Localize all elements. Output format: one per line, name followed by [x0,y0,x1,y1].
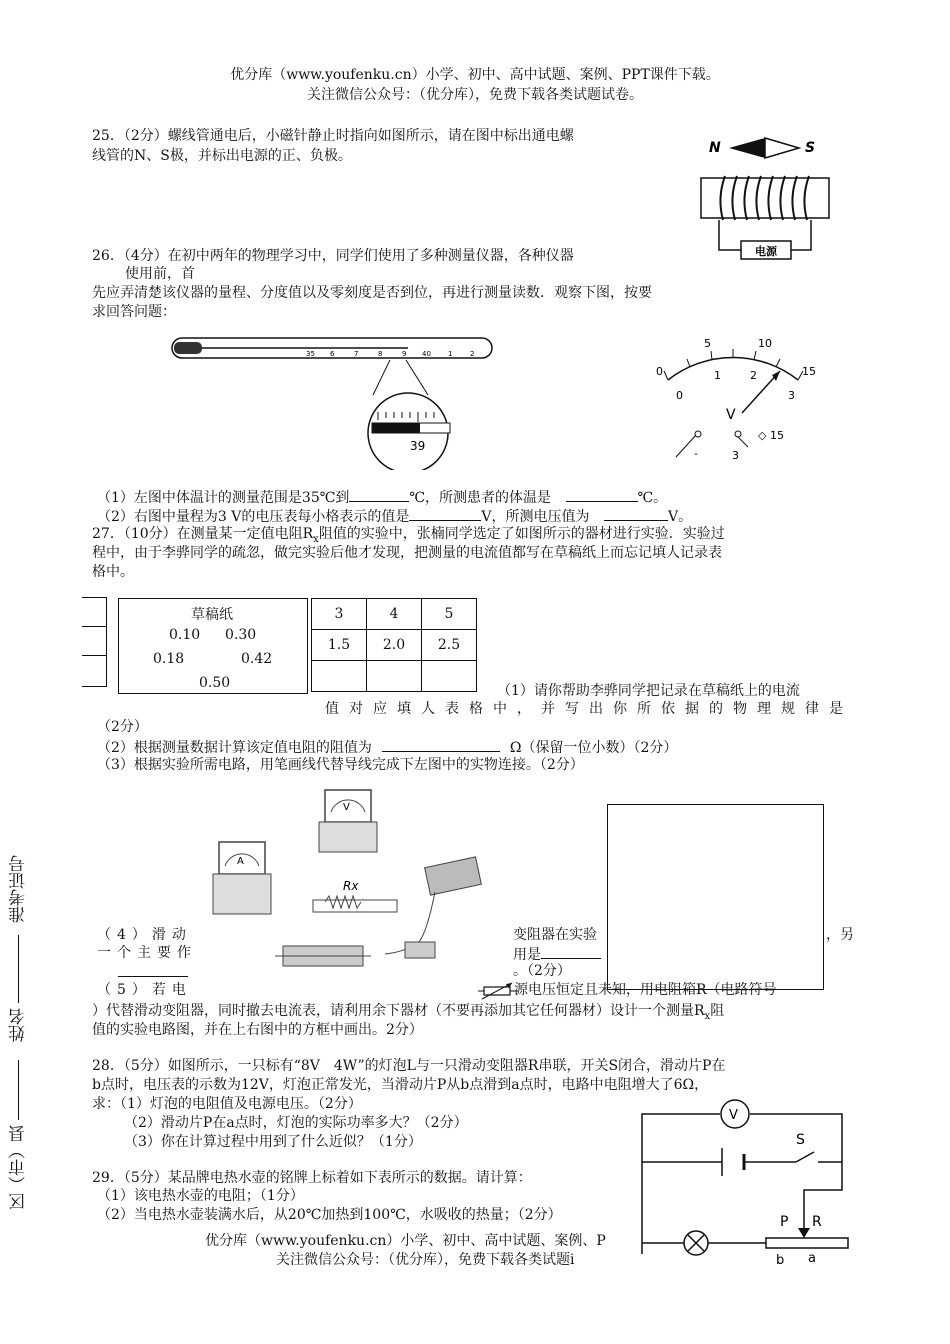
needle-light-half [765,138,799,158]
voltmeter-base [319,822,377,852]
rheostat-symbol [766,1238,848,1248]
partial-table-left [82,597,107,687]
svg-text:5: 5 [704,337,711,350]
answer-blank-temperature[interactable] [566,487,638,502]
q28-line-3: 求：（1）灯泡的电阻值及电源电压。（2分） [92,1096,362,1112]
table-cell: 4 [367,599,422,630]
q27-sub-1b: 值对应填人表格中，并写出你所依据的物理规律是 [325,701,853,717]
q27-sub-1c: （2分） [97,719,148,735]
zoom-line-right [406,360,428,395]
q27-sub-1a: （1）请你帮助李骅同学把记录在草稿纸上的电流 [497,683,800,699]
q27-sub-5c: ）代替滑动变阻器，同时撤去电流表，请利用余下器材（不要再添加其它任何器材）设计一个测量$R_x$阻 [92,1003,725,1022]
footer-line-1: 优分库（www.youfenku.cn）小学、初中、高中试题、案例、P [205,1233,606,1249]
svg-text:15: 15 [802,365,816,378]
switch-device [425,857,482,895]
ammeter-base [213,874,271,914]
solenoid-figure [695,128,845,268]
q29-line-1: 29．（5分）某品牌电热水壶的铭牌上标着如下表所示的数据。请计算： [92,1170,532,1186]
rheostat-r-label: R [812,1214,822,1230]
q27-sub-4a: （4）滑动 [97,927,192,943]
q27-sub-4e: 用是 [513,944,601,964]
q28-line-5: （3）你在计算过程中用到了什么近似？（1分） [124,1134,422,1150]
power-source-label: 电源 [755,245,777,258]
draft-value: 0.18 [153,651,185,667]
table-cell: 3 [312,599,367,630]
draft-value: 0.42 [241,651,273,667]
circuit-drawing-box[interactable] [607,804,824,990]
q29-line-3: （2）当电热水壶装满水后，从20℃加热到100℃，水吸收的热量；（2分） [97,1207,562,1223]
q27-sub-5a: （5）若电 [97,982,192,998]
q27-sub-3: （3）根据实验所需电路，用笔画线代替导线完成下左图中的实物连接。（2分） [97,757,584,773]
answer-blank-division[interactable] [409,506,481,521]
apparatus-figure [205,782,505,982]
zoom-reading: 39 [410,439,426,453]
terminal-wire-1 [676,435,696,457]
slider-p-label: P [780,1214,789,1230]
side-blank-2 [18,1060,19,1120]
terminal-15-label: 15 [770,429,784,442]
answer-blank-role[interactable] [118,976,188,977]
side-blank-1 [18,935,19,1003]
needle-dark-half [729,138,765,158]
table-row [312,630,477,661]
svg-text:0: 0 [676,389,683,402]
q27-sub-4b: 变阻器在实验 [513,927,597,943]
switch-label: S [796,1132,805,1148]
q27-sub-2: （2）根据测量数据计算该定值电阻的阻值为 Ω（保留一位小数）（2分） [97,737,677,757]
zoom-line-left [373,360,390,395]
voltmeter-device-label: V [343,802,350,813]
voltmeter-symbol-label: V [729,1108,738,1123]
q27-line-2: 程中，由于李骅同学的疏忽，做完实验后他才发现，把测量的电流值都写在草稿纸上而忘记填人记录表 [92,545,722,561]
side-exam-number: 准考证号 [9,855,29,923]
table-cell-empty[interactable] [312,661,367,692]
q27-sub-4c: ，另 [826,927,854,943]
q28-line-4: （2）滑动片P在a点时，灯泡的实际功率多大？（2分） [124,1115,468,1131]
needle-s-label: S [805,140,816,156]
svg-text:6: 6 [330,350,335,358]
needle-n-label: N [709,140,721,156]
answer-blank-range[interactable] [349,487,409,502]
partial-table-row-line-2 [82,655,106,656]
svg-text:9: 9 [402,350,407,358]
svg-text:40: 40 [422,350,431,358]
circuit-wire-left [642,1114,720,1254]
svg-text:7: 7 [354,350,359,358]
side-district: 区（市）县 [9,1125,29,1210]
ammeter-device-label: A [237,856,244,867]
wire-left [719,220,741,250]
resistor-label: Rx [343,879,359,893]
resistor-zigzag [325,896,361,908]
svg-text:1: 1 [714,369,721,382]
footer-line-2: 关注微信公众号：（优分库），免费下载各类试题i [276,1252,575,1268]
svg-text:1: 1 [448,350,453,358]
q26-line-3: 先应弄清楚该仪器的量程、分度值以及零刻度是否到位，再进行测量读数．观察下图，按要 [92,285,652,301]
voltmeter-label: V [726,407,736,423]
table-cell-empty[interactable] [367,661,422,692]
point-a-label: a [808,1251,816,1266]
zoom-mercury [372,423,420,433]
svg-text:35: 35 [306,350,315,358]
svg-text:3: 3 [788,389,795,402]
record-table [311,598,477,692]
draft-value: 0.50 [199,675,231,691]
wire-right [791,220,811,250]
dial-ticks [664,349,803,380]
voltmeter-figure [650,335,830,465]
q27-line-1: 27．（10分）在测量某一定值电阻$R_x$阻值的实验中，张楠同学选定了如图所示的器材进行实验．实验过 [92,526,725,545]
q29-line-2: （1）该电热水壶的电阻；（1分） [97,1188,304,1204]
switch-lever [796,1152,814,1162]
answer-blank-resistance[interactable] [382,737,500,752]
partial-table-row-line-1 [82,626,106,627]
table-cell-empty[interactable] [422,661,477,692]
terminal-minus-label: - [694,447,698,460]
table-cell: 2.5 [422,630,477,661]
q27-line-3: 格中。 [92,564,134,580]
q27-sub-4d: 一个主要作 [97,945,197,961]
table-row [312,661,477,692]
header-line-2: 关注微信公众号：（优分库），免费下载各类试题试卷。 [307,87,643,103]
svg-text:8: 8 [378,350,383,358]
q27-sub-5e: 值的实验电路图，并在上右图中的方框中画出。2分） [92,1022,423,1038]
q26-sub-1: （1）左图中体温计的测量范围是35℃到 ℃，所测患者的体温是 ℃。 [97,487,667,507]
q26-line-1: 26．（4分）在初中两年的物理学习中，同学们使用了多种测量仪器，各种仪器 [92,248,574,264]
answer-blank-voltage[interactable] [604,506,668,521]
q27-sub-4f: 。（2分） [513,963,571,979]
side-name: 姓名 [9,1008,29,1042]
q26-line-2: 使用前，首 [125,266,195,282]
draft-value: 0.30 [225,627,257,643]
q28-line-1: 28．（5分）如图所示，一只标有“8V 4W”的灯泡L与一只滑动变阻器R串联，开关S闭合，滑动片P在 [92,1058,726,1074]
table-cell: 5 [422,599,477,630]
table-cell: 1.5 [312,630,367,661]
q25-line-2: 线管的N、S极，并标出电源的正、负极。 [92,148,352,164]
slider-arrow [798,1228,810,1238]
terminal-3 [735,431,741,437]
draft-value: 0.10 [169,627,201,643]
table-row [312,599,477,630]
point-b-label: b [776,1253,785,1268]
resistance-box-symbol-icon [478,982,518,1000]
thermometer-bulb [174,342,202,354]
svg-text:10: 10 [758,337,772,350]
answer-blank-function[interactable] [541,944,601,959]
draft-title: 草稿纸 [191,607,233,623]
terminal-3-label: 3 [732,449,739,462]
q26-sub-2: （2）右图中量程为3 V的电压表每小格表示的值是 V，所测电压值为 V。 [97,506,692,526]
q26-line-4: 求回答问题： [92,304,176,320]
svg-text:0: 0 [656,365,663,378]
terminal-minus [695,431,701,437]
header-line-1: 优分库（www.youfenku.cn）小学、初中、高中试题、案例、PPT课件下载。 [230,67,720,83]
terminal-15-diamond: ◇ [758,429,767,442]
q27-sub-5b: 源电压恒定且未知，用电阻箱R（电路符号 [514,982,777,998]
draft-paper [118,598,308,694]
q25-line-1: 25．（2分）螺线管通电后，小磁针静止时指向如图所示，请在图中标出通电螺 [92,128,574,144]
table-cell: 2.0 [367,630,422,661]
slider-wire [804,1162,842,1230]
battery-device [405,942,435,958]
svg-text:2: 2 [750,369,757,382]
q28-line-2: b点时，电压表的示数为12V，灯泡正常发光，当滑动片P从b点滑到a点时，电路中电阻增大了6Ω， [92,1077,709,1093]
svg-text:2: 2 [470,350,475,358]
terminal-wire-2 [738,437,748,447]
q28-circuit-figure [636,1098,854,1278]
thermometer-figure [168,330,508,470]
